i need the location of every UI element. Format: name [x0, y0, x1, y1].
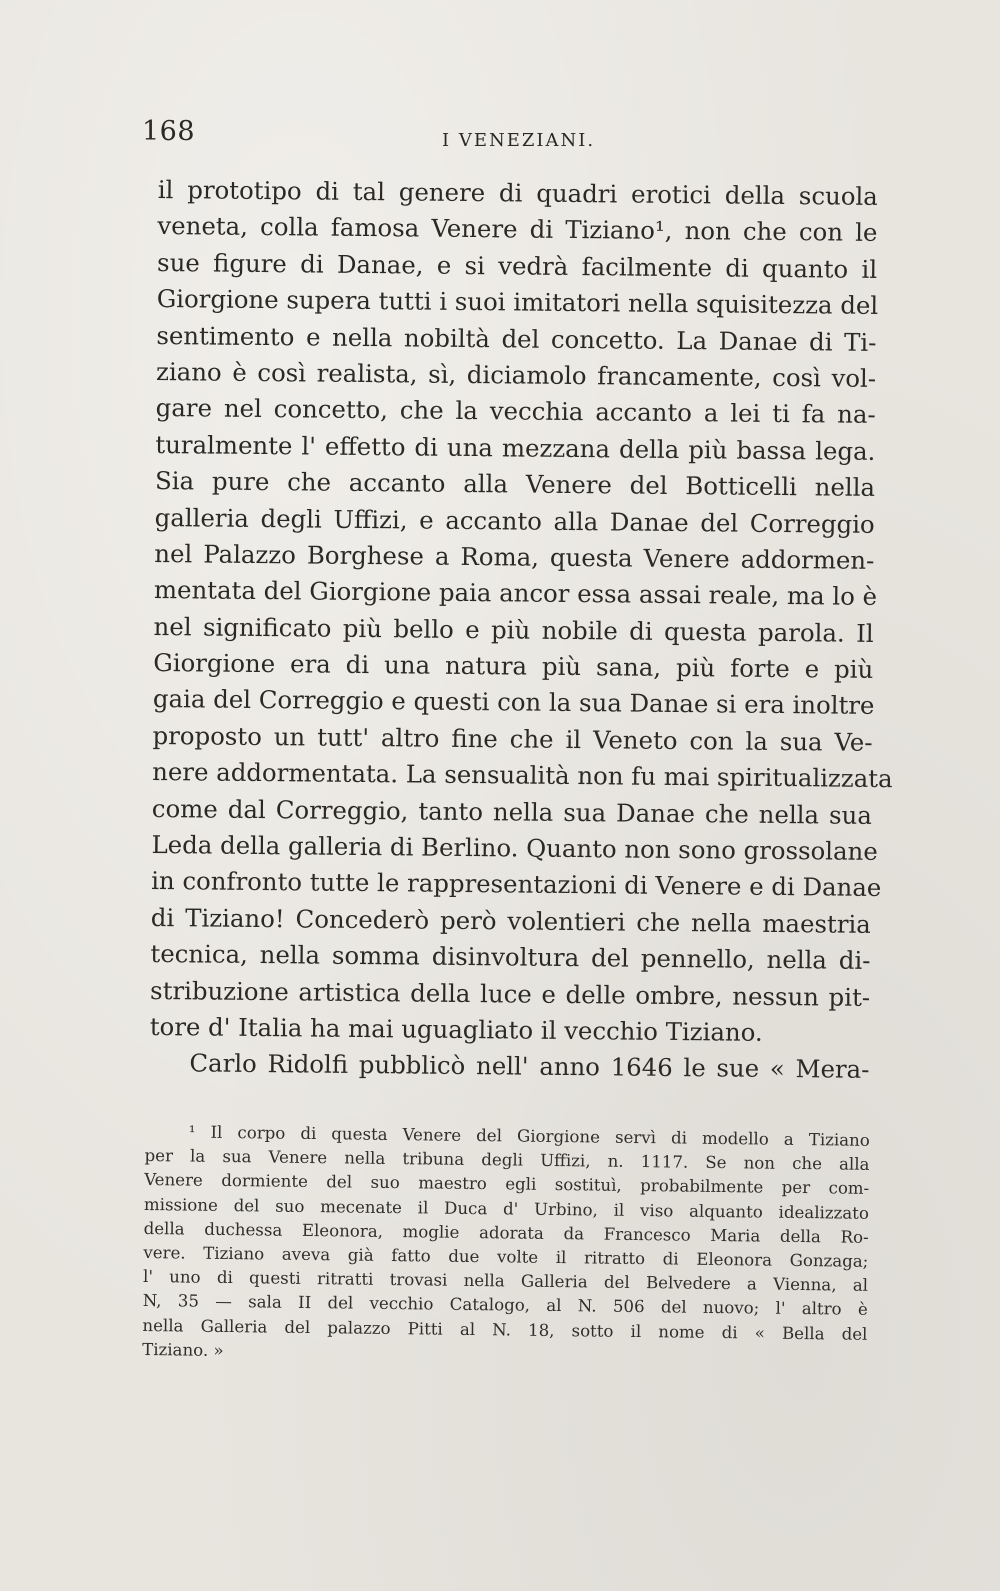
text-line: Carlo Ridolfi pubblicò nell' anno 1646 le sue « Mera- [189, 1048, 870, 1085]
footnote-line: per la sua Venere nella tribuna degli Uffizi, n. 1117. Se non che alla [144, 1146, 870, 1175]
main-text [149, 172, 893, 1089]
page-header [142, 116, 872, 156]
footnote-line: ¹ Il corpo di questa Venere del Giorgione servì di modello a Tiziano [188, 1122, 870, 1150]
text-line: Giorgione supera tutti i suoi imitatori nella squisitezza del [156, 284, 879, 321]
text-line: Giorgione era di una natura più sana, più forte e più [153, 648, 874, 684]
text-line: stribuzione artistica della luce e delle ombre, nessun pit- [150, 975, 871, 1012]
text-line: proposto un tutt' altro fine che il Veneto con la sua Ve- [152, 720, 873, 757]
text-line: di Tiziano! Concederò però volentieri che nella maestria [150, 902, 871, 939]
footnote-line: missione del suo mecenate il Duca d' Urbino, il viso alquanto idealizzato [143, 1194, 870, 1223]
text-line: il prototipo di tal genere di quadri erotici della scuola [157, 174, 878, 211]
text-line: come dal Correggio, tanto nella sua Danae che nella sua [151, 793, 872, 830]
text-line: tecnica, nella somma disinvoltura del pennello, nella di- [150, 939, 871, 976]
footnote-line: Tiziano. » [142, 1339, 224, 1360]
text-line: Leda della galleria di Berlino. Quanto non sono grossolane [151, 830, 878, 866]
text-line: veneta, colla famosa Venere di Tiziano¹, non che con le [157, 211, 878, 248]
text-line: Sia pure che accanto alla Venere del Botticelli nella [154, 466, 876, 503]
text-line: nel significato più bello e più nobile di questa parola. Il [153, 611, 874, 648]
footnote-line: N, 35 — sala II del vecchio Catalogo, al N. 506 del nuovo; l' altro è [142, 1291, 868, 1320]
running-title: I VENEZIANI. [442, 130, 596, 151]
footnote-line: della duchessa Eleonora, moglie adorata da Francesco Maria della Ro- [143, 1218, 869, 1247]
footnote-line: nella Galleria del palazzo Pitti al N. 18, sotto il nome di « Bella del [142, 1315, 868, 1344]
text-line: galleria degli Uffizi, e accanto alla Danae del Correggio [154, 502, 875, 539]
footnote-line: vere. Tiziano aveva già fatto due volte il ritratto di Eleonora Gonzaga; [143, 1242, 869, 1271]
page-number: 168 [142, 116, 196, 147]
text-line: sentimento e nella nobiltà del concetto. La Danae di Ti- [156, 320, 877, 357]
text-line: tore d' Italia ha mai uguagliato il vecchio Tiziano. [149, 1011, 763, 1047]
text-line: turalmente l' effetto di una mezzana della più bassa lega. [155, 429, 876, 466]
text-line: in confronto tutte le rappresentazioni di Venere e di Danae [151, 866, 882, 903]
text-line: mentata del Giorgione paia ancor essa assai reale, ma lo è [153, 575, 878, 612]
text-line: gare nel concetto, che la vecchia accanto a lei ti fa na- [155, 393, 876, 430]
footnote-line: l' uno di questi ritratti trovasi nella Galleria del Belvedere a Vienna, al [142, 1267, 869, 1295]
footnote [142, 1120, 870, 1371]
text-line: sue figure di Danae, e si vedrà facilmente di quanto il [156, 247, 878, 284]
text-line: nere addormentata. La sensualità non fu mai spiritualizzata [152, 757, 893, 794]
text-line: ziano è così realista, sì, diciamolo francamente, così vol- [155, 356, 877, 393]
text-line: gaia del Correggio e questi con la sua Danae si era inoltre [152, 684, 875, 721]
footnote-line: Venere dormiente del suo maestro egli sostituì, probabilmente per com- [144, 1170, 870, 1199]
text-line: nel Palazzo Borghese a Roma, questa Venere addormen- [154, 538, 875, 575]
